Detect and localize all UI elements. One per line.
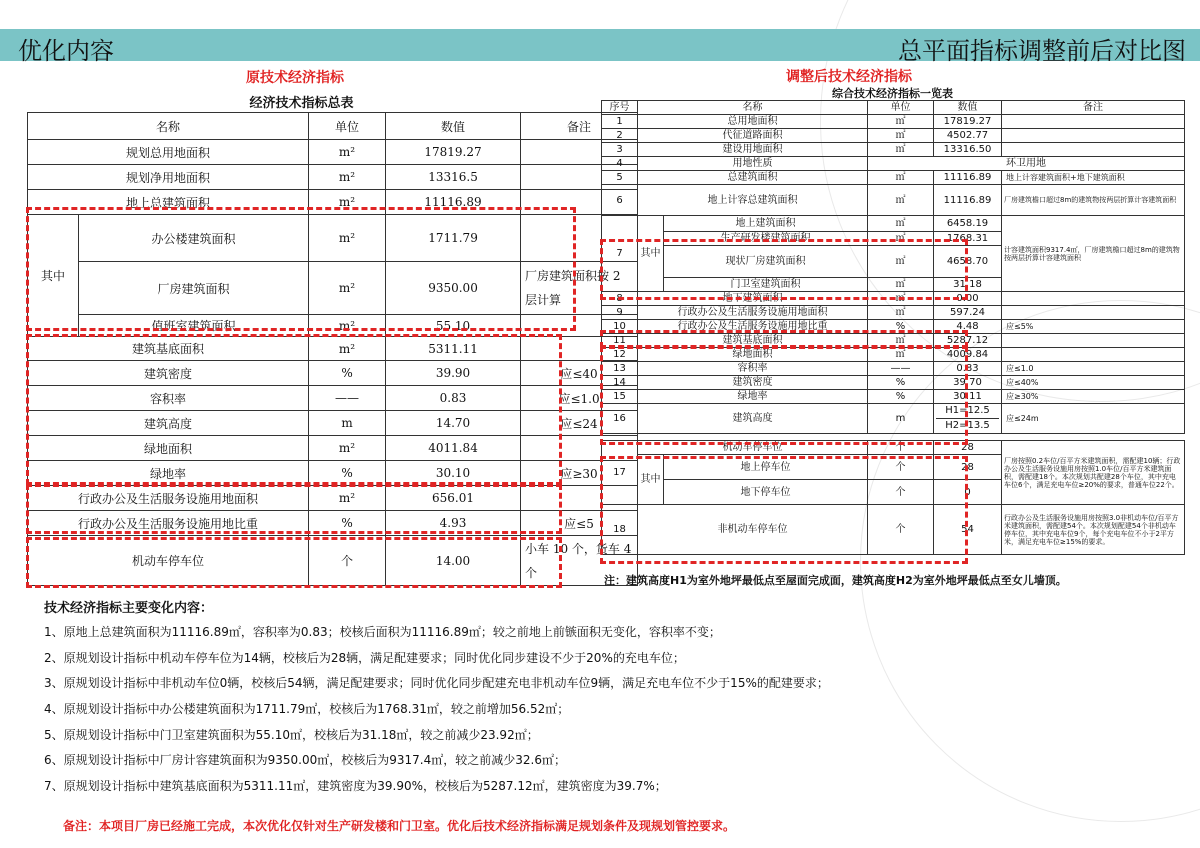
table-row <box>602 334 1185 348</box>
table-row <box>602 348 1185 362</box>
cell-note: 行政办公及生活服务设施用房按照3.0非机动车位/百平方米建筑面积，需配建54个。本次规划配建54个非机动车停车位，其中充电车位9个，每个充电车位不小于2平方米，满足充电车位≥15%的要求。 <box>1002 505 1185 555</box>
table-row <box>28 262 638 315</box>
cell-name: 地下停车位 <box>664 480 868 505</box>
height-h1: H1=12.5 <box>945 405 990 416</box>
cell-value: 4.93 <box>386 511 521 536</box>
cell-no: 6 <box>602 185 638 216</box>
cell-no: 8 <box>602 292 638 306</box>
cell-no: 3 <box>602 143 638 157</box>
left-table-caption: 经济技术指标总表 <box>249 96 354 111</box>
cell-unit: ㎡ <box>868 278 934 292</box>
section-title: 优化内容 <box>18 37 114 65</box>
changes-list <box>44 620 829 800</box>
cell-note <box>1002 292 1185 306</box>
cell-unit: % <box>868 390 934 404</box>
cell-name: 绿地面积 <box>638 348 868 362</box>
cell-note: 应≥30 <box>521 461 638 486</box>
cell-value: 0.83 <box>934 362 1002 376</box>
cell-value: 0 <box>934 480 1002 505</box>
cell-note: 计容建筑面积9317.4㎡，厂房建筑檐口超过8m的建筑物按两层折算计容建筑面积 <box>1002 216 1185 292</box>
cell-value: 31.18 <box>934 278 1002 292</box>
height-footnote: 注：建筑高度H1为室外地坪最低点至屋面完成面，建筑高度H2为室外地坪最低点至女儿墙顶。 <box>604 574 1067 587</box>
cell-value: 4.48 <box>934 320 1002 334</box>
change-item: 5、原规划设计指标中门卫室建筑面积为55.10㎡，校核后为31.18㎡，较之前减少23.92㎡； <box>44 727 539 742</box>
right-table-caption: 综合技术经济指标一览表 <box>832 87 953 100</box>
changes-title: 技术经济指标主要变化内容： <box>44 601 214 616</box>
cell-unit: ㎡ <box>868 348 934 362</box>
cell-name: 行政办公及生活服务设施用地比重 <box>638 320 868 334</box>
cell-value: 1711.79 <box>386 215 521 262</box>
cell-note: 小车 10 个，货车 4 个 <box>521 536 638 586</box>
height-h2: H2=13.5 <box>936 418 999 433</box>
cell-name: 总建筑面积 <box>638 171 868 185</box>
table-row <box>28 140 638 165</box>
cell-value: 28 <box>934 441 1002 455</box>
cell-note: 应≤5 <box>521 511 638 536</box>
cell-value: 4009.84 <box>934 348 1002 362</box>
table-row <box>602 362 1185 376</box>
table-row <box>602 143 1185 157</box>
cell-note: 应≤40 <box>521 361 638 386</box>
cell-name: 门卫室建筑面积 <box>664 278 868 292</box>
cell-name: 地下建筑面积 <box>638 292 868 306</box>
cell-name: 地上建筑面积 <box>664 216 868 232</box>
cell-no: 11 <box>602 334 638 348</box>
cell-value: 39.70 <box>934 376 1002 390</box>
table-row <box>28 486 638 511</box>
cell-unit: ㎡ <box>868 171 934 185</box>
right-table-red-title: 调整后技术经济指标 <box>786 69 912 85</box>
table-row <box>28 337 638 361</box>
cell-name: 地上总建筑面积 <box>28 190 309 215</box>
cell-value <box>934 404 1002 434</box>
cell-unit: ㎡ <box>868 115 934 129</box>
group-label: 其中 <box>638 216 664 292</box>
cell-unit: ㎡ <box>868 216 934 232</box>
cell-name: 建设用地面积 <box>638 143 868 157</box>
cell-value: 4011.84 <box>386 436 521 461</box>
cell-note <box>1002 143 1185 157</box>
cell-name: 机动车停车位 <box>638 441 868 455</box>
page-title: 总平面指标调整前后对比图 <box>898 37 1186 65</box>
cell-unit: ㎡ <box>868 292 934 306</box>
change-item: 6、原规划设计指标中厂房计容建筑面积为9350.00㎡，校核后为9317.4㎡，较之前减少32.6㎡； <box>44 753 566 768</box>
cell-no: 12 <box>602 348 638 362</box>
table-row <box>602 185 1185 216</box>
cell-value: 14.00 <box>386 536 521 586</box>
cell-name: 值班室建筑面积 <box>79 315 309 337</box>
cell-name: 规划总用地面积 <box>28 140 309 165</box>
change-item: 7、原规划设计指标中建筑基底面积为5311.11㎡，建筑密度为39.90%，校核后为5287.12㎡，建筑密度为39.7%； <box>44 779 667 794</box>
cell-unit: m² <box>309 337 386 361</box>
table-row <box>602 320 1185 334</box>
header-cell: 数值 <box>386 113 521 140</box>
cell-unit: 个 <box>868 455 934 480</box>
header-bar <box>0 29 1200 65</box>
cell-no: 5 <box>602 171 638 185</box>
cell-no: 13 <box>602 362 638 376</box>
header-cell: 备注 <box>521 113 638 140</box>
cell-value: 1768.31 <box>934 232 1002 246</box>
cell-name: 容积率 <box>638 362 868 376</box>
cell-unit: m² <box>309 486 386 511</box>
header-cell: 备注 <box>1002 101 1185 115</box>
cell-value: 5287.12 <box>934 334 1002 348</box>
cell-name: 建筑高度 <box>28 411 309 436</box>
cell-value: 17819.27 <box>386 140 521 165</box>
cell-value: 13316.50 <box>934 143 1002 157</box>
table-row <box>602 441 1185 455</box>
cell-unit: m <box>309 411 386 436</box>
cell-value: 5311.11 <box>386 337 521 361</box>
cell-note: 地上计容建筑面积+地下建筑面积 <box>1002 171 1185 185</box>
cell-name: 生产研发楼建筑面积 <box>664 232 868 246</box>
cell-value: 6458.19 <box>934 216 1002 232</box>
cell-note: 厂房建筑檐口超过8m的建筑物按两层折算计容建筑面积 <box>1002 185 1185 216</box>
cell-name: 行政办公及生活服务设施用地面积 <box>28 486 309 511</box>
table-row <box>28 461 638 486</box>
table-row <box>28 165 638 190</box>
cell-unit: % <box>868 376 934 390</box>
cell-value: 11116.89 <box>934 171 1002 185</box>
cell-unit: ㎡ <box>868 185 934 216</box>
cell-unit: m <box>868 404 934 434</box>
table-row <box>602 157 1185 171</box>
cell-unit: ㎡ <box>868 246 934 278</box>
table-row <box>602 115 1185 129</box>
cell-note <box>1002 306 1185 320</box>
cell-unit: m² <box>309 165 386 190</box>
cell-name: 建筑密度 <box>28 361 309 386</box>
table-row <box>28 536 638 586</box>
cell-note <box>1002 334 1185 348</box>
table-row <box>602 306 1185 320</box>
table-row <box>28 436 638 461</box>
table-row <box>602 129 1185 143</box>
cell-value: 28 <box>934 455 1002 480</box>
remark-note: 备注：本项目厂房已经施工完成，本次优化仅针对生产研发楼和门卫室。优化后技术经济指标满足规划条件及现规划管控要求。 <box>63 819 736 833</box>
cell-value: 9350.00 <box>386 262 521 315</box>
cell-note <box>1002 348 1185 362</box>
table-row <box>28 511 638 536</box>
cell-note: 应≤40% <box>1002 376 1185 390</box>
cell-note <box>1002 115 1185 129</box>
cell-unit: ㎡ <box>868 129 934 143</box>
cell-no: 10 <box>602 320 638 334</box>
cell-no: 17 <box>602 441 638 505</box>
cell-value: 0.83 <box>386 386 521 411</box>
cell-note <box>1002 129 1185 143</box>
cell-value: 39.90 <box>386 361 521 386</box>
cell-unit: % <box>868 320 934 334</box>
cell-unit: % <box>309 511 386 536</box>
cell-name: 地上计容总建筑面积 <box>638 185 868 216</box>
cell-value: 4502.77 <box>934 129 1002 143</box>
cell-note: 厂房建筑面积按 2 层计算 <box>521 262 638 315</box>
table-header-row <box>602 101 1185 115</box>
cell-no: 14 <box>602 376 638 390</box>
cell-name: 代征道路面积 <box>638 129 868 143</box>
cell-note: 应≥30% <box>1002 390 1185 404</box>
cell-value: 环卫用地 <box>868 157 1185 171</box>
cell-no: 7 <box>602 216 638 292</box>
cell-no: 16 <box>602 404 638 434</box>
cell-value: 14.70 <box>386 411 521 436</box>
cell-unit: ㎡ <box>868 334 934 348</box>
table-row <box>602 390 1185 404</box>
cell-value: 30.10 <box>386 461 521 486</box>
cell-value: 656.01 <box>386 486 521 511</box>
header-cell: 单位 <box>868 101 934 115</box>
header-cell: 序号 <box>602 101 638 115</box>
table-row <box>28 361 638 386</box>
cell-unit: % <box>309 461 386 486</box>
table-row <box>28 386 638 411</box>
cell-no: 9 <box>602 306 638 320</box>
header-cell: 数值 <box>934 101 1002 115</box>
cell-unit: % <box>309 361 386 386</box>
table-row <box>602 376 1185 390</box>
cell-name: 厂房建筑面积 <box>79 262 309 315</box>
cell-name: 总用地面积 <box>638 115 868 129</box>
cell-no: 1 <box>602 115 638 129</box>
cell-value: 0.00 <box>934 292 1002 306</box>
table-row <box>602 171 1185 185</box>
cell-unit: m² <box>309 140 386 165</box>
header-cell: 单位 <box>309 113 386 140</box>
cell-name: 建筑基底面积 <box>28 337 309 361</box>
cell-name: 容积率 <box>28 386 309 411</box>
cell-unit: —— <box>868 362 934 376</box>
cell-name: 建筑高度 <box>638 404 868 434</box>
cell-note: 应≤24m <box>1002 404 1185 434</box>
change-item: 1、原地上总建筑面积为11116.89㎡，容积率为0.83；校核后面积为11116.89㎡；较之前地上前镞面积无变化，容积率不变； <box>44 625 721 639</box>
cell-value: 17819.27 <box>934 115 1002 129</box>
header-cell: 名称 <box>28 113 309 140</box>
table-row <box>28 190 638 215</box>
cell-note: 应≤24 <box>521 411 638 436</box>
table-row <box>602 404 1185 434</box>
header-cell: 名称 <box>638 101 868 115</box>
cell-unit: ㎡ <box>868 306 934 320</box>
left-table-red-title: 原技术经济指标 <box>246 70 344 86</box>
cell-no: 18 <box>602 505 638 555</box>
cell-name: 地上停车位 <box>664 455 868 480</box>
cell-name: 行政办公及生活服务设施用地比重 <box>28 511 309 536</box>
cell-name: 用地性质 <box>638 157 868 171</box>
cell-name: 办公楼建筑面积 <box>79 215 309 262</box>
cell-name: 规划净用地面积 <box>28 165 309 190</box>
change-item: 2、原规划设计指标中机动车停车位为14辆，校核后为28辆，满足配建要求；同时优化同步建设不少于20%的充电车位； <box>44 650 685 665</box>
cell-value: 30.11 <box>934 390 1002 404</box>
cell-no: 15 <box>602 390 638 404</box>
cell-value: 54 <box>934 505 1002 555</box>
cell-unit: 个 <box>868 505 934 555</box>
table-row <box>602 292 1185 306</box>
change-item: 3、原规划设计指标中非机动车位0辆，校核后54辆，满足配建要求；同时优化同步配建充电非机动车位9辆，满足充电车位不少于15%的配建要求； <box>44 676 829 691</box>
group-label: 其中 <box>638 455 664 505</box>
cell-name: 绿地率 <box>28 461 309 486</box>
cell-name: 行政办公及生活服务设施用地面积 <box>638 306 868 320</box>
cell-name: 建筑基底面积 <box>638 334 868 348</box>
cell-unit: m² <box>309 315 386 337</box>
table-row <box>602 505 1185 555</box>
cell-unit: ㎡ <box>868 232 934 246</box>
cell-unit: 个 <box>868 441 934 455</box>
cell-value: 13316.5 <box>386 165 521 190</box>
table-header-row <box>28 113 638 140</box>
cell-name: 现状厂房建筑面积 <box>664 246 868 278</box>
cell-unit: m² <box>309 190 386 215</box>
original-indicator-table <box>27 112 638 586</box>
cell-name: 机动车停车位 <box>28 536 309 586</box>
table-row <box>28 215 638 262</box>
table-row <box>602 216 1185 232</box>
group-label: 其中 <box>28 215 79 337</box>
cell-note: 应≤1.0 <box>1002 362 1185 376</box>
cell-no: 2 <box>602 129 638 143</box>
cell-unit: m² <box>309 436 386 461</box>
table-spacer <box>602 434 1185 441</box>
cell-name: 绿地面积 <box>28 436 309 461</box>
table-row <box>28 315 638 337</box>
cell-unit: ㎡ <box>868 143 934 157</box>
cell-value: 597.24 <box>934 306 1002 320</box>
cell-note: 应≤1.0 <box>521 386 638 411</box>
cell-unit: 个 <box>868 480 934 505</box>
cell-note: 应≤5% <box>1002 320 1185 334</box>
cell-name: 绿地率 <box>638 390 868 404</box>
cell-value: 11116.89 <box>934 185 1002 216</box>
cell-name: 建筑密度 <box>638 376 868 390</box>
cell-no: 4 <box>602 157 638 171</box>
cell-unit: —— <box>309 386 386 411</box>
cell-unit: m² <box>309 215 386 262</box>
cell-name: 非机动车停车位 <box>638 505 868 555</box>
cell-unit: m² <box>309 262 386 315</box>
cell-value: 4658.70 <box>934 246 1002 278</box>
cell-value: 55.10 <box>386 315 521 337</box>
cell-unit: 个 <box>309 536 386 586</box>
cell-note: 厂房按照0.2车位/百平方米建筑面积，需配建10辆；行政办公及生活服务设施用房按照1.0车位/百平方米建筑面积，需配建18个。本次规划共配建28个车位，其中充电车位6个，满足充电车位≥20%的要求，普通车位22个。 <box>1002 441 1185 505</box>
adjusted-indicator-table <box>601 100 1185 555</box>
cell-value: 11116.89 <box>386 190 521 215</box>
change-item: 4、原规划设计指标中办公楼建筑面积为1711.79㎡，校核后为1768.31㎡，较之前增加56.52㎡； <box>44 702 570 717</box>
table-row <box>28 411 638 436</box>
